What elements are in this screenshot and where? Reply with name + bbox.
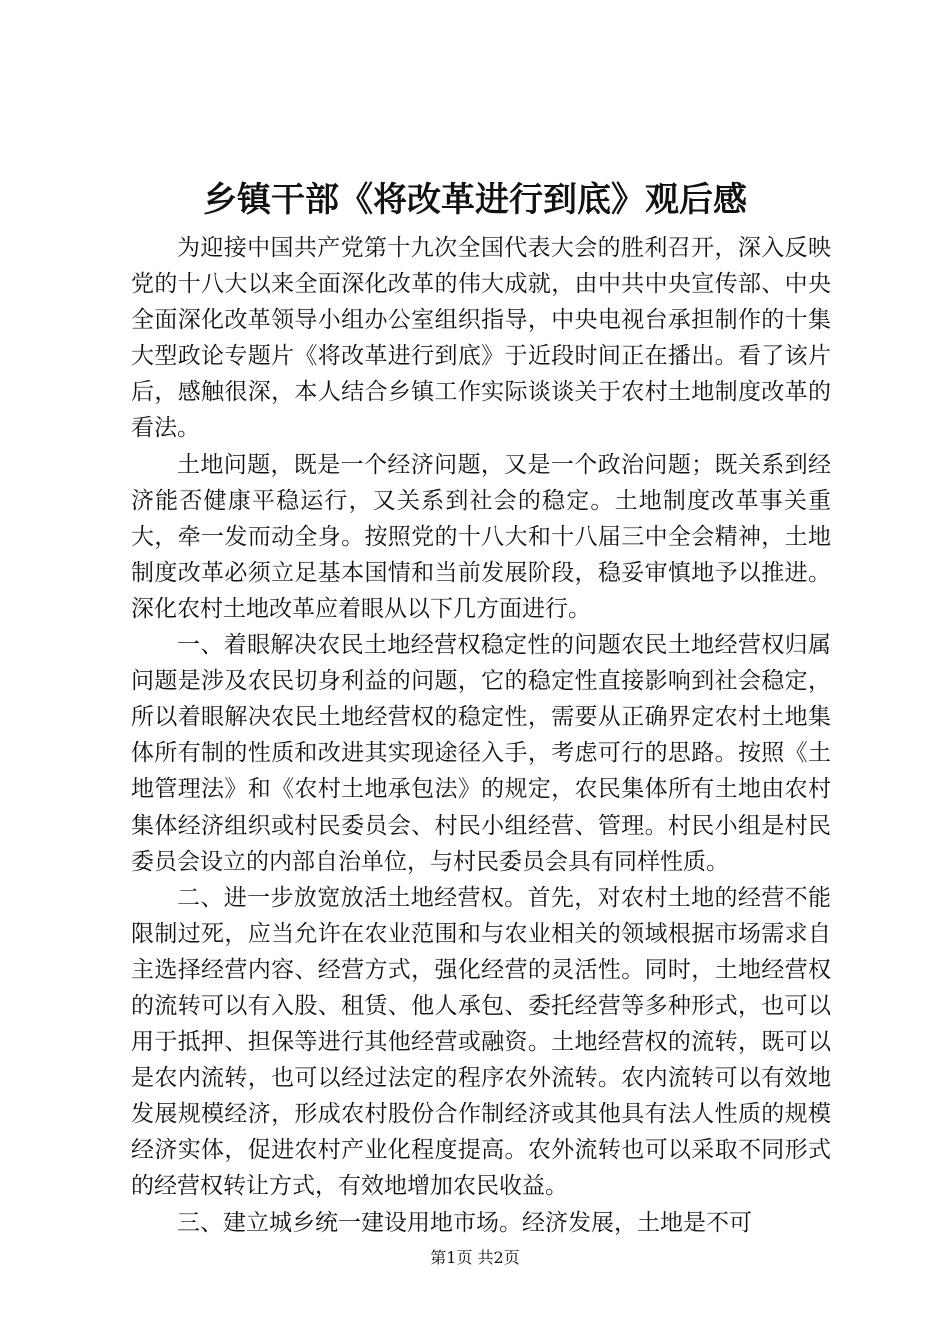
paragraph-intro: 为迎接中国共产党第十九次全国代表大会的胜利召开，深入反映党的十八大以来全面深化改革的伟大成就，由中共中央宣传部、中央全面深化改革领导小组办公室组织指导，中央电视台承担制作的十集大型政论专题片《将改革进行到底》于近段时间正在播出。看了该片后，感触很深，本人结合乡镇工作实际谈谈关于农村土地制度改革的看法。 xyxy=(131,235,831,442)
document-title: 乡镇干部《将改革进行到底》观后感 xyxy=(203,180,747,220)
page-number-footer: 第1页 共2页 xyxy=(430,1248,520,1267)
paragraph-point-three: 三、建立城乡统一建设用地市场。经济发展，土地是不可 xyxy=(177,1209,752,1236)
document-body xyxy=(131,230,831,1241)
paragraph-point-two: 二、进一步放宽放活土地经营权。首先，对农村土地的经营不能限制过死，应当允许在农业范围和与农业相关的领域根据市场需求自主选择经营内容、经营方式，强化经营的灵活性。同时，土地经营权的流转可以有入股、租赁、他人承包、委托经营等多种形式，也可以用于抵押、担保等进行其他经营或融资。土地经营权的流转，既可以是农内流转，也可以经过法定的程序农外流转。农内流转可以有效地发展规模经济，形成农村股份合作制经济或其他具有法人性质的规模经济实体，促进农村产业化程度提高。农外流转也可以采取不同形式的经营权转让方式，有效地增加农民收益。 xyxy=(131,884,831,1200)
paragraph-land-issue: 土地问题，既是一个经济问题，又是一个政治问题；既关系到经济能否健康平稳运行，又关系到社会的稳定。土地制度改革事关重大，牵一发而动全身。按照党的十八大和十八届三中全会精神，土地制度改革必须立足基本国情和当前发展阶段，稳妥审慎地予以推进。深化农村土地改革应着眼从以下几方面进行。 xyxy=(131,451,831,622)
paragraph-point-one: 一、着眼解决农民土地经营权稳定性的问题农民土地经营权归属问题是涉及农民切身利益的问题，它的稳定性直接影响到社会稳定，所以着眼解决农民土地经营权的稳定性，需要从正确界定农村土地集体所有制的性质和改进其实现途径入手，考虑可行的思路。按照《土地管理法》和《农村土地承包法》的规定，农民集体所有土地由农村集体经济组织或村民委员会、村民小组经营、管理。村民小组是村民委员会设立的内部自治单位，与村民委员会具有同样性质。 xyxy=(131,632,831,875)
